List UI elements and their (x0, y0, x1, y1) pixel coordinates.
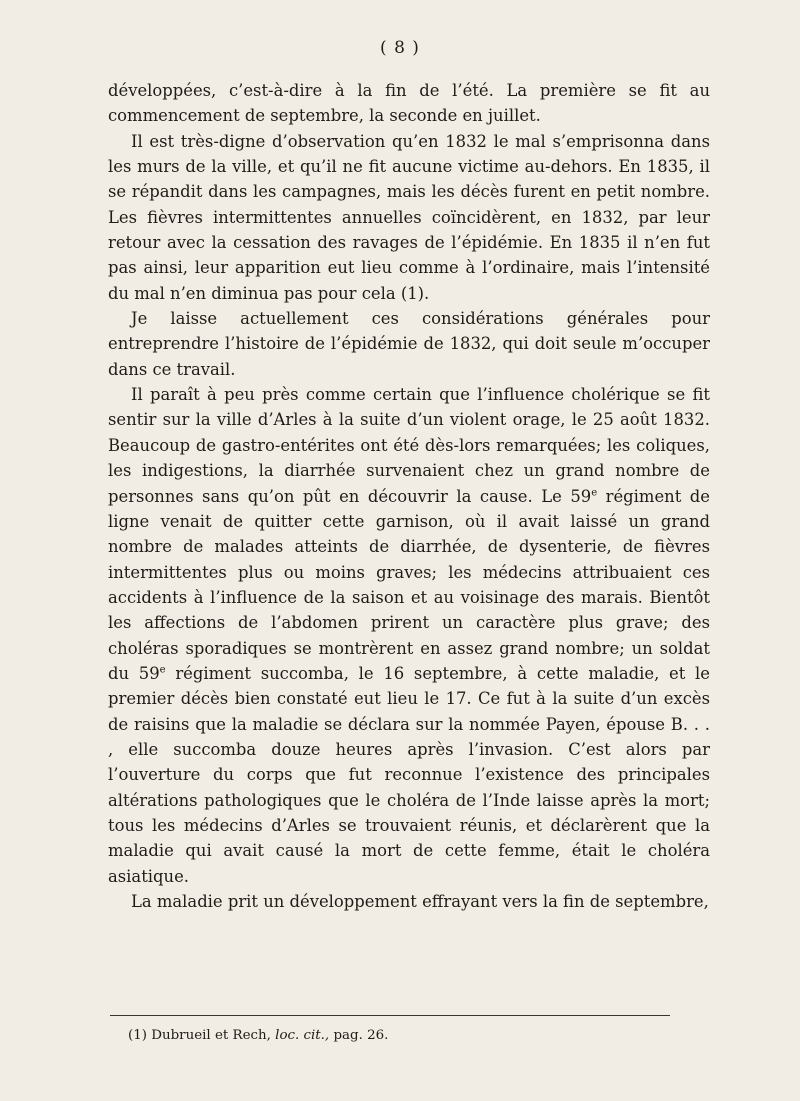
page-number: ( 8 ) (380, 38, 420, 58)
footnote-authors: Dubrueil et Rech, (151, 1028, 271, 1043)
footnote-page: pag. 26. (333, 1028, 389, 1043)
footnote-reference: loc. cit., (275, 1028, 330, 1043)
paragraph: Je laisse actuellement ces considérations générales pour entreprendre l’histoire de l’épidémie de 1832, qui doit seule m’occuper dans ce travail. (108, 309, 710, 379)
body-text (108, 78, 710, 914)
paragraph: Il est très-digne d’observation qu’en 1832 le mal s’emprisonna dans les murs de la ville, et qu’il ne fit aucune victime au-dehors. En 1835, il se répandit dans les campagnes, mais les décès furent en petit nombre. Les fièvres intermittentes annuelles coïncidèrent, en 1832, par leur retour avec la cessation des ravages de l’épidémie. En 1835 il n’en fut pas ainsi, leur apparition eut lieu comme à l’ordinaire, mais l’intensité du mal n’en diminua pas pour cela (1). (108, 131, 710, 303)
footnote (128, 1027, 708, 1045)
footnote-marker: (1) (128, 1028, 147, 1043)
paragraph: Il paraît à peu près comme certain que l’influence cholérique se fit sentir sur la ville d’Arles à la suite d’un violent orage, le 25 août 1832. Beaucoup de gastro-entérites ont été dès-lors remarquées; les coliques, les indigestions, la diarrhée survenaient chez un grand nombre de personnes sans qu’on pût en découvrir la cause. Le 59e régiment de ligne venait de quitter cette garnison, où il avait laissé un grand nombre de malades atteints de diarrhée, de dysenterie, de fièvres intermittentes plus ou moins graves; les médecins attribuaient ces accidents à l’influence de la saison et au voisinage des marais. Bientôt les affections de l’abdomen prirent un caractère plus grave; des choléras sporadiques se montrèrent en assez grand nombre; un soldat du 59e régiment succomba, le 16 septembre, à cette maladie, et le premier décès bien constaté eut lieu le 17. Ce fut à la suite d’un excès de raisins que la maladie se déclara sur la nommée Payen, épouse B. . . , elle succomba douze heures après l’invasion. C’est alors par l’ouverture du corps que fut reconnue l’existence des principales altérations pathologiques que le choléra de l’Inde laisse après la mort; tous les médecins d’Arles se trouvaient réunis, et déclarèrent que la maladie qui avait causé la mort de cette femme, était le choléra asiatique. (108, 385, 710, 886)
paragraph: développées, c’est-à-dire à la fin de l’été. La première se fit au commencement de septembre, la seconde en juillet. (108, 81, 710, 126)
paragraph: La maladie prit un développement effrayant vers la fin de septembre, (131, 892, 709, 911)
footnote-divider (110, 1015, 670, 1016)
